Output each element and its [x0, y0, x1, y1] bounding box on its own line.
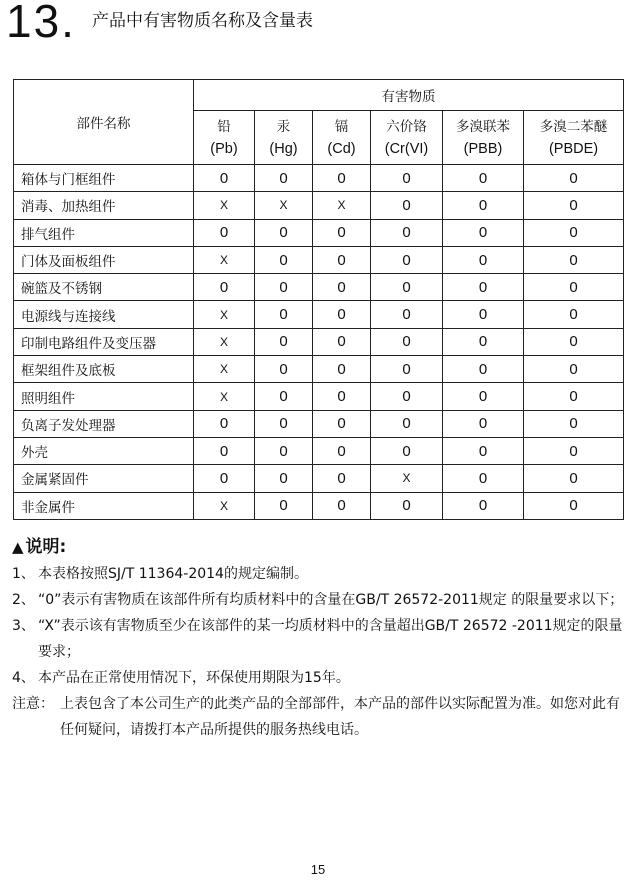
substance-value-cell: 0 — [443, 219, 524, 246]
substance-value-cell: 0 — [255, 383, 313, 410]
substance-name: 汞 — [276, 118, 291, 135]
substance-value-cell: 0 — [255, 246, 313, 273]
section-title: 产品中有害物质名称及含量表 — [92, 11, 313, 31]
substance-group-header: 有害物质 — [194, 80, 624, 111]
substance-value-cell: 0 — [313, 246, 371, 273]
table-body — [14, 165, 624, 520]
table-row — [14, 328, 624, 355]
substance-value-cell: 0 — [524, 246, 624, 273]
attention-label: 注意： — [12, 696, 54, 712]
table-row — [14, 165, 624, 192]
substance-name: 铅 — [217, 118, 231, 135]
substance-value-cell: 0 — [255, 437, 313, 464]
substance-value-cell: 0 — [443, 274, 524, 301]
table-row — [14, 356, 624, 383]
substance-name: 镉 — [334, 118, 349, 135]
table-row — [14, 410, 624, 437]
table-row — [14, 437, 624, 464]
substance-value-cell: 0 — [255, 492, 313, 519]
substance-value-cell: 0 — [313, 328, 371, 355]
substance-header — [371, 111, 443, 165]
substance-value-cell: X — [371, 465, 443, 492]
substance-value-cell: X — [255, 192, 313, 219]
substance-value-cell: 0 — [194, 437, 255, 464]
hazardous-substance-table — [13, 79, 624, 520]
substance-name: 多溴二苯醚 — [539, 118, 608, 135]
note-number: 4、 — [12, 670, 35, 686]
note-item — [12, 613, 628, 665]
substance-value-cell: 0 — [443, 437, 524, 464]
substance-value-cell: 0 — [255, 465, 313, 492]
substance-value-cell: 0 — [371, 301, 443, 328]
table-row — [14, 246, 624, 273]
substance-value-cell: 0 — [313, 219, 371, 246]
note-text: 本表格按照SJ/T 11364-2014的规定编制。 — [38, 566, 308, 582]
note-item — [12, 665, 628, 691]
substance-value-cell: 0 — [443, 301, 524, 328]
substance-value-cell: 0 — [371, 328, 443, 355]
substance-value-cell: X — [313, 192, 371, 219]
substance-value-cell: 0 — [371, 165, 443, 192]
substance-value-cell: 0 — [194, 465, 255, 492]
table-row — [14, 274, 624, 301]
substance-value-cell: 0 — [524, 492, 624, 519]
substance-value-cell: 0 — [443, 192, 524, 219]
part-name-cell: 门体及面板组件 — [14, 246, 194, 273]
note-item — [12, 561, 628, 587]
substance-value-cell: X — [194, 492, 255, 519]
substance-header — [194, 111, 255, 165]
substance-header — [313, 111, 371, 165]
substance-value-cell: 0 — [313, 301, 371, 328]
substance-value-cell: 0 — [255, 274, 313, 301]
table-row — [14, 301, 624, 328]
substance-value-cell: 0 — [524, 465, 624, 492]
substance-value-cell: 0 — [524, 274, 624, 301]
substance-value-cell: X — [194, 301, 255, 328]
substance-symbol: (Pb) — [210, 140, 238, 157]
substance-value-cell: 0 — [194, 165, 255, 192]
section-number: 13. — [6, 0, 76, 47]
substance-value-cell: X — [194, 328, 255, 355]
substance-value-cell: 0 — [313, 165, 371, 192]
substance-symbol: (PBDE) — [548, 140, 599, 157]
part-name-cell: 非金属件 — [14, 492, 194, 519]
substance-value-cell: 0 — [524, 356, 624, 383]
page-number: 15 — [310, 862, 326, 877]
substance-value-cell: 0 — [313, 383, 371, 410]
note-text: “0”表示有害物质在该部件所有均质材料中的含量在GB/T 26572-2011规定 的限量要求以下； — [38, 592, 624, 608]
substance-value-cell: 0 — [443, 328, 524, 355]
part-name-cell: 电源线与连接线 — [14, 301, 194, 328]
substance-header — [524, 111, 624, 165]
note-text: “X”表示该有害物质至少在该部件的某一均质材料中的含量超出GB/T 26572 -2011规定的限量要求； — [38, 618, 623, 660]
substance-value-cell: 0 — [443, 492, 524, 519]
substance-value-cell: 0 — [255, 410, 313, 437]
substance-symbol: (Cd) — [327, 140, 356, 157]
substance-value-cell: 0 — [443, 465, 524, 492]
note-number: 2、 — [12, 592, 35, 608]
table-row — [14, 465, 624, 492]
substance-value-cell: 0 — [524, 383, 624, 410]
part-name-cell: 金属紧固件 — [14, 465, 194, 492]
substance-value-cell: 0 — [524, 437, 624, 464]
substance-value-cell: 0 — [371, 246, 443, 273]
substance-value-cell: X — [194, 192, 255, 219]
substance-value-cell: 0 — [443, 356, 524, 383]
substance-value-cell: 0 — [313, 410, 371, 437]
substance-value-cell: 0 — [524, 192, 624, 219]
substance-header — [443, 111, 524, 165]
substance-value-cell: 0 — [194, 274, 255, 301]
note-text: 本产品在正常使用情况下，环保使用期限为15年。 — [38, 670, 350, 686]
substance-value-cell: 0 — [524, 219, 624, 246]
notes-section — [12, 533, 628, 743]
substance-value-cell: 0 — [194, 410, 255, 437]
substance-value-cell: 0 — [443, 410, 524, 437]
part-name-cell: 箱体与门框组件 — [14, 165, 194, 192]
substance-value-cell: 0 — [443, 165, 524, 192]
substance-name: 六价铬 — [386, 118, 427, 135]
table-row — [14, 383, 624, 410]
substance-value-cell: 0 — [371, 437, 443, 464]
substance-value-cell: X — [194, 356, 255, 383]
part-name-cell: 负离子发处理器 — [14, 410, 194, 437]
note-number: 3、 — [12, 618, 35, 634]
table-row — [14, 219, 624, 246]
substance-value-cell: 0 — [313, 274, 371, 301]
attention-text: 上表包含了本公司生产的此类产品的全部部件，本产品的部件以实际配置为准。如您对此有任何疑问，请拨打本产品所提供的服务热线电话。 — [60, 696, 620, 738]
note-number: 1、 — [12, 566, 35, 582]
substance-value-cell: 0 — [313, 356, 371, 383]
part-name-cell: 外壳 — [14, 437, 194, 464]
substance-value-cell: 0 — [255, 165, 313, 192]
substance-value-cell: 0 — [371, 410, 443, 437]
part-name-cell: 碗篮及不锈钢 — [14, 274, 194, 301]
substance-value-cell: 0 — [371, 492, 443, 519]
substance-name: 多溴联苯 — [456, 118, 510, 135]
attention-note — [12, 691, 628, 743]
substance-symbol: (Hg) — [269, 140, 298, 157]
substance-value-cell: 0 — [313, 437, 371, 464]
part-name-cell: 照明组件 — [14, 383, 194, 410]
substance-value-cell: 0 — [255, 219, 313, 246]
notes-heading-text: 说明: — [25, 537, 67, 557]
substance-value-cell: 0 — [371, 383, 443, 410]
substance-symbol: (PBB) — [463, 140, 503, 157]
part-name-cell: 消毒、加热组件 — [14, 192, 194, 219]
substance-value-cell: 0 — [524, 410, 624, 437]
table-row — [14, 192, 624, 219]
substance-value-cell: 0 — [524, 301, 624, 328]
substance-symbol: (Cr(VI) — [384, 140, 429, 157]
warning-triangle-icon: ▲ — [12, 538, 24, 556]
substance-value-cell: 0 — [371, 274, 443, 301]
substance-value-cell: 0 — [255, 356, 313, 383]
substance-value-cell: X — [194, 246, 255, 273]
part-name-cell: 印制电路组件及变压器 — [14, 328, 194, 355]
substance-value-cell: 0 — [371, 219, 443, 246]
substance-value-cell: 0 — [371, 192, 443, 219]
substance-value-cell: 0 — [371, 356, 443, 383]
substance-value-cell: 0 — [194, 219, 255, 246]
substance-value-cell: 0 — [524, 165, 624, 192]
notes-heading — [12, 533, 628, 561]
substance-value-cell: X — [194, 383, 255, 410]
substance-value-cell: 0 — [313, 492, 371, 519]
substance-value-cell: 0 — [255, 301, 313, 328]
substance-value-cell: 0 — [443, 383, 524, 410]
substance-value-cell: 0 — [524, 328, 624, 355]
substance-value-cell: 0 — [443, 246, 524, 273]
note-item — [12, 587, 628, 613]
substance-value-cell: 0 — [313, 465, 371, 492]
part-name-cell: 排气组件 — [14, 219, 194, 246]
part-name-header: 部件名称 — [14, 80, 194, 165]
table-row — [14, 492, 624, 519]
substance-value-cell: 0 — [255, 328, 313, 355]
substance-header — [255, 111, 313, 165]
part-name-cell: 框架组件及底板 — [14, 356, 194, 383]
